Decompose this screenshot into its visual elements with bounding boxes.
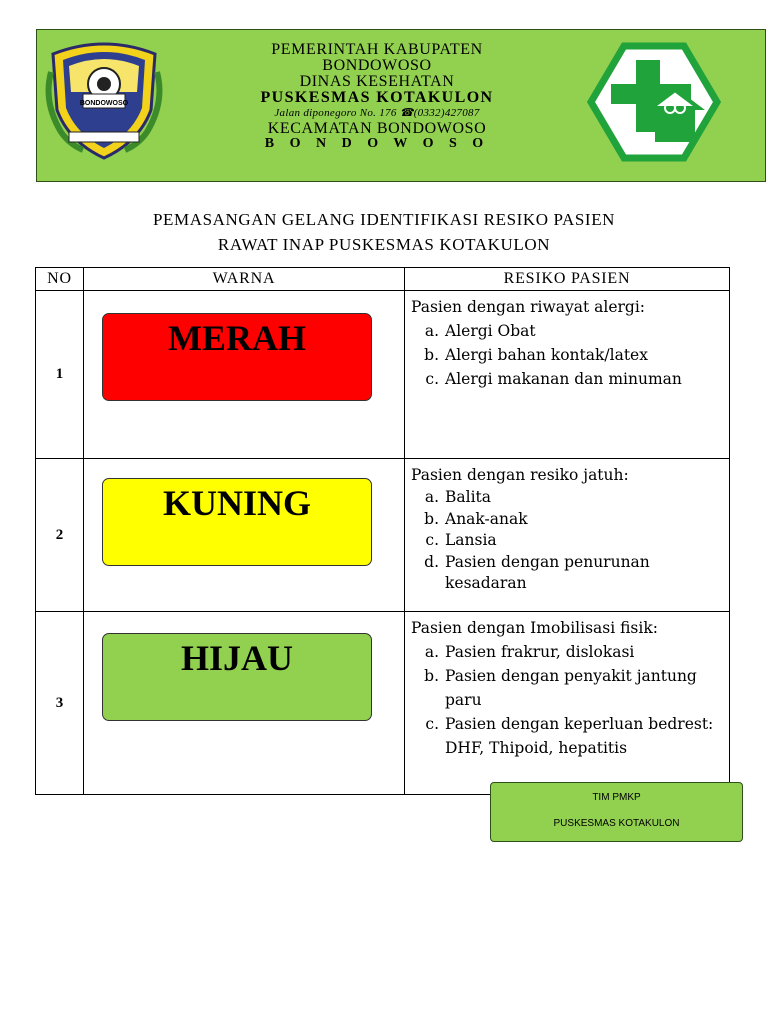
list-text: Alergi bahan kontak/latex bbox=[445, 346, 648, 364]
risk-cell bbox=[405, 612, 730, 795]
list-text: Alergi Obat bbox=[445, 322, 536, 340]
emblem-label: BONDOWOSO bbox=[79, 100, 129, 107]
row-number: 2 bbox=[36, 459, 84, 612]
list-item bbox=[411, 712, 723, 760]
list-item bbox=[411, 343, 723, 367]
list-text: Balita bbox=[445, 488, 492, 506]
list-text: Alergi makanan dan minuman bbox=[445, 370, 682, 388]
risk-list bbox=[411, 640, 723, 760]
list-item bbox=[411, 664, 723, 712]
list-letter: b. bbox=[424, 346, 439, 364]
column-header-resiko: RESIKO PASIEN bbox=[405, 268, 730, 291]
letterhead-text bbox=[177, 42, 577, 151]
color-label: KUNING bbox=[162, 483, 311, 523]
footer-puskesmas-name: PUSKESMAS KOTAKULON bbox=[553, 818, 680, 829]
row-number: 3 bbox=[36, 612, 84, 795]
risk-list bbox=[411, 319, 723, 391]
bondowoso-regency-emblem-icon bbox=[39, 32, 169, 162]
risk-cell bbox=[405, 291, 730, 459]
color-swatch-red bbox=[102, 313, 372, 401]
list-item bbox=[411, 319, 723, 343]
table-row bbox=[36, 459, 730, 612]
list-letter: c. bbox=[425, 531, 439, 549]
list-item bbox=[411, 509, 723, 531]
risk-intro: Pasien dengan riwayat alergi: bbox=[411, 298, 646, 316]
footer-team-name: TIM PMKP bbox=[592, 792, 641, 803]
header-line-address: Jalan diponegoro No. 176 ☎(0332)427087 bbox=[274, 107, 480, 119]
list-text: Pasien dengan penurunan kesadaran bbox=[445, 552, 650, 592]
list-text: Anak-anak bbox=[445, 509, 528, 528]
color-cell bbox=[84, 612, 405, 795]
list-letter: b. bbox=[424, 667, 439, 685]
list-letter: c. bbox=[425, 370, 439, 388]
header-line-bondowoso: BONDOWOSO bbox=[322, 57, 432, 74]
list-letter: d. bbox=[424, 552, 439, 571]
list-item bbox=[411, 367, 723, 391]
team-signature-box bbox=[490, 782, 743, 842]
list-letter: c. bbox=[425, 715, 439, 733]
risk-intro: Pasien dengan resiko jatuh: bbox=[411, 466, 629, 484]
list-letter: b. bbox=[424, 509, 439, 528]
color-label: HIJAU bbox=[180, 638, 293, 678]
document-title-line-2: RAWAT INAP PUSKESMAS KOTAKULON bbox=[217, 235, 551, 254]
header-line-puskesmas: PUSKESMAS KOTAKULON bbox=[260, 89, 494, 106]
list-item bbox=[411, 640, 723, 664]
color-swatch-green bbox=[102, 633, 372, 721]
risk-list bbox=[411, 487, 723, 595]
column-header-warna: WARNA bbox=[84, 268, 405, 291]
document-title-line-1: PEMASANGAN GELANG IDENTIFIKASI RESIKO PASIEN bbox=[152, 210, 616, 229]
list-text: Pasien frakrur, dislokasi bbox=[445, 643, 635, 661]
row-number: 1 bbox=[36, 291, 84, 459]
puskesmas-logo-icon bbox=[587, 42, 721, 162]
list-text: Lansia bbox=[445, 531, 497, 549]
list-item bbox=[411, 530, 723, 552]
table-row bbox=[36, 291, 730, 459]
list-letter: a. bbox=[424, 488, 439, 506]
header-line-bondowoso-spaced: B O N D O W O S O bbox=[264, 136, 490, 151]
risk-cell bbox=[405, 459, 730, 612]
list-text: Pasien dengan keperluan bedrest: DHF, Thipoid, hepatitis bbox=[445, 715, 714, 757]
color-cell bbox=[84, 459, 405, 612]
list-letter: a. bbox=[424, 322, 439, 340]
table-row bbox=[36, 612, 730, 795]
column-header-no: NO bbox=[36, 268, 84, 291]
risk-intro: Pasien dengan Imobilisasi fisik: bbox=[411, 619, 658, 637]
header-line-dinas: DINAS KESEHATAN bbox=[299, 73, 455, 90]
table-header-row bbox=[36, 268, 730, 291]
list-item bbox=[411, 552, 723, 595]
header-line-pemerintah: PEMERINTAH KABUPATEN bbox=[271, 41, 483, 58]
header-line-kecamatan: KECAMATAN BONDOWOSO bbox=[267, 120, 487, 137]
list-item bbox=[411, 487, 723, 509]
list-letter: a. bbox=[424, 643, 439, 661]
risk-identification-table bbox=[35, 267, 730, 795]
list-text: Pasien dengan penyakit jantung paru bbox=[445, 667, 697, 709]
color-label: MERAH bbox=[168, 318, 306, 358]
color-cell bbox=[84, 291, 405, 459]
color-swatch-yellow bbox=[102, 478, 372, 566]
letterhead bbox=[36, 29, 766, 182]
